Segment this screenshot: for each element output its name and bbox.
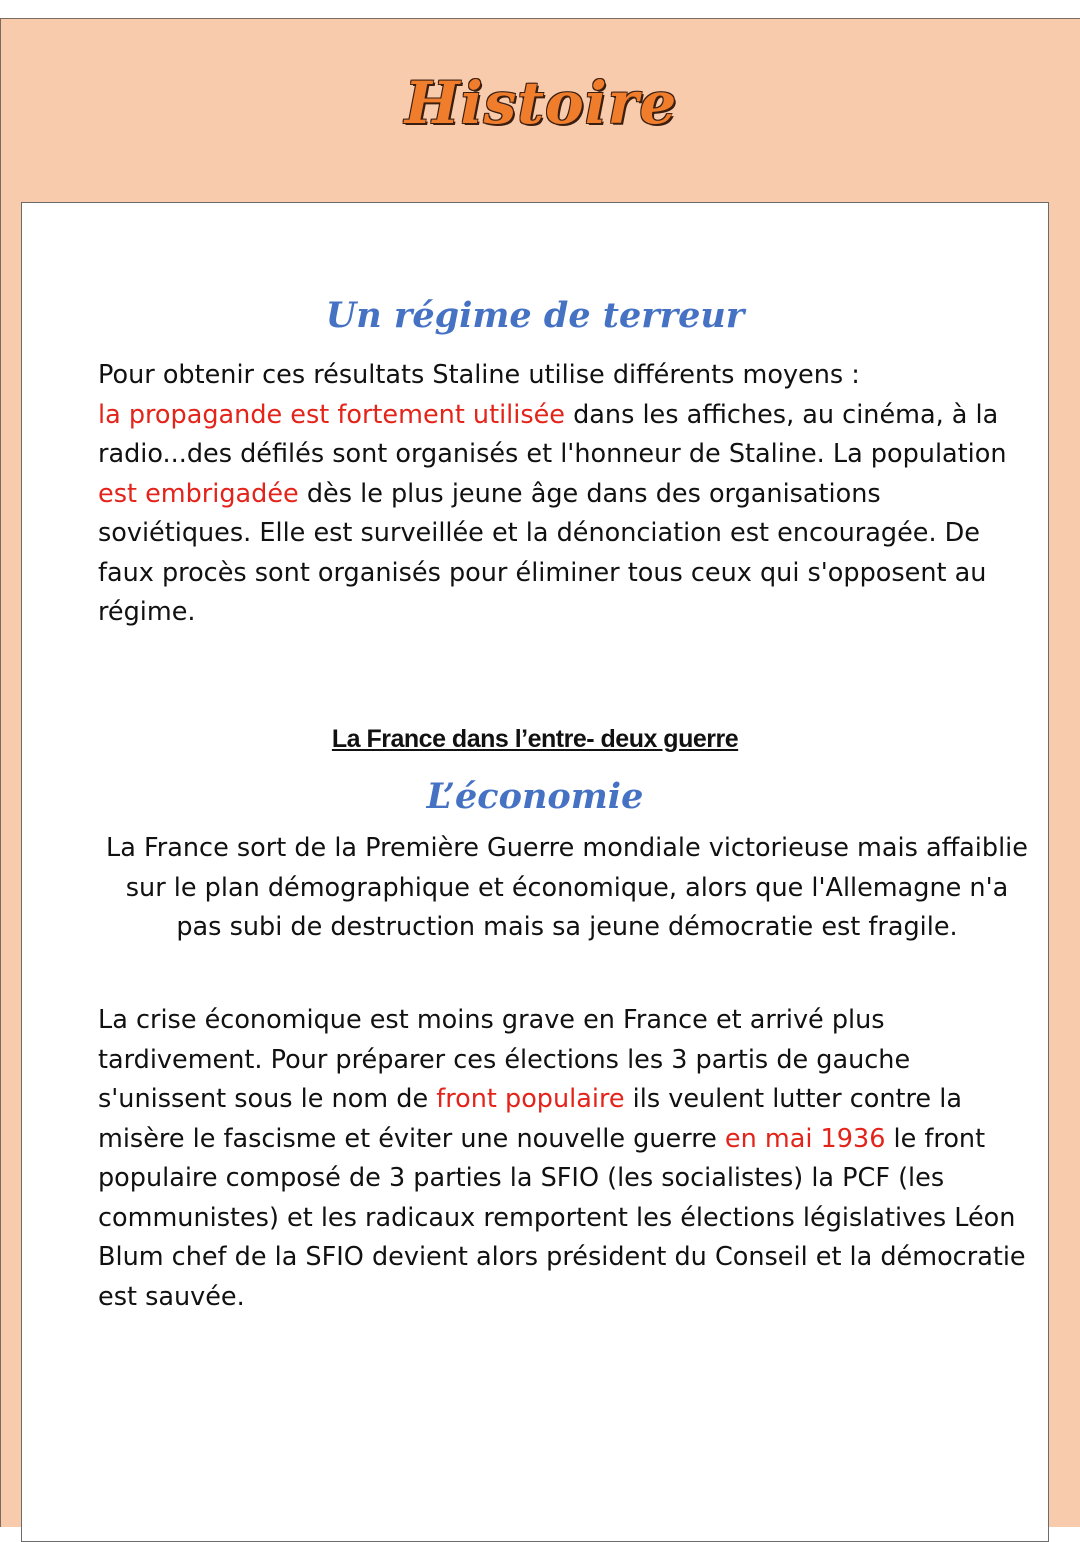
page-title: Histoire — [404, 69, 678, 137]
highlight-mai-1936: en mai 1936 — [724, 1123, 886, 1154]
highlight-embrigadee: est embrigadée — [98, 478, 299, 509]
highlight-propagande: la propagande est fortement utilisée — [98, 399, 565, 430]
paragraph-intro: Pour obtenir ces résultats Staline utilise différents moyens : — [98, 360, 860, 390]
paragraph-text: le front populaire composé de 3 parties la SFIO (les socialistes) la PCF (les communistes) et les radicaux remportent les élections législatives Léon Blum chef de la SFIO devient alors président du Conseil et la démocratie est sauvée. — [98, 1123, 1026, 1312]
paragraph-text: La crise économique est moins grave en France et arrivé plus tardivement. Pour préparer ces élections les 3 partis de gauche s'unissent sous le nom de — [98, 1005, 911, 1114]
paragraph-text: dès le plus jeune âge dans des organisations soviétiques. Elle est surveillée et la dénonciation est encouragée. De faux procès sont organisés pour éliminer tous ceux qui s'opposent au régime. — [98, 478, 987, 627]
page-background — [0, 18, 1080, 1527]
paragraph-economie-1: La France sort de la Première Guerre mondiale victorieuse mais affaiblie sur le plan démographique et économique, alors que l'Allemagne n'a pas subi de destruction mais sa jeune démocratie est fragile. — [106, 833, 1028, 942]
paragraph-economie-2 — [98, 1001, 1033, 1317]
paragraph-text: ils veulent lutter contre la misère le fascisme et éviter une nouvelle guerre — [98, 1084, 962, 1154]
content-card — [21, 202, 1049, 1542]
section-heading-terreur: Un régime de terreur — [325, 295, 745, 336]
section-heading-economie: L’économie — [426, 776, 644, 817]
section-title-france: La France dans l’entre- deux guerre — [331, 725, 739, 753]
highlight-front-populaire: front populaire — [436, 1084, 625, 1114]
paragraph-text: dans les affiches, au cinéma, à la radio...des défilés sont organisés et l'honneur de Staline. La population — [98, 399, 1007, 469]
paragraph-terreur — [98, 356, 1038, 633]
